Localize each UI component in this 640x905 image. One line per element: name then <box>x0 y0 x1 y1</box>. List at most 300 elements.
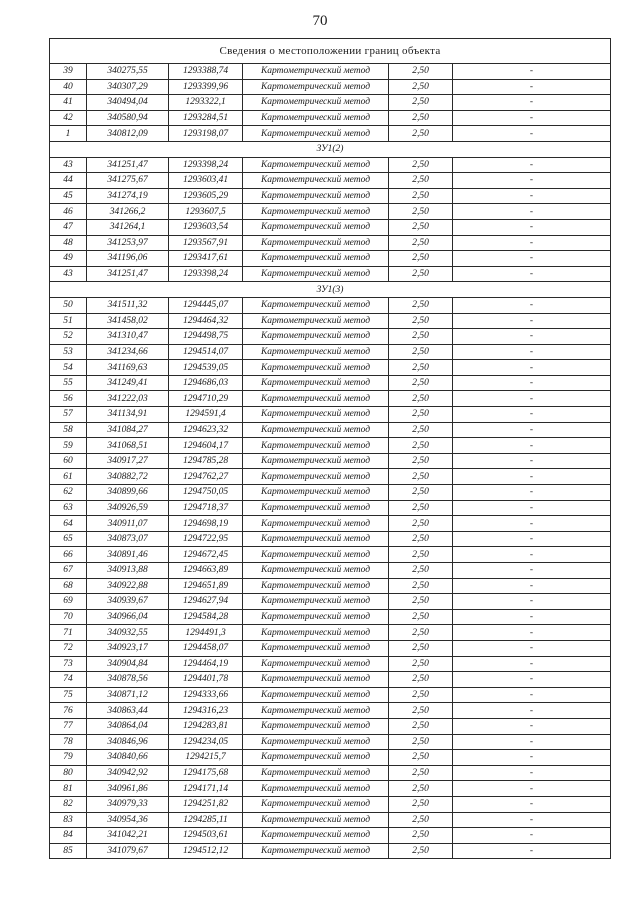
description-cell: - <box>453 95 611 111</box>
y-coordinate-cell: 1293398,24 <box>169 266 243 282</box>
point-number-cell: 56 <box>50 391 87 407</box>
x-coordinate-cell: 340275,55 <box>87 64 169 80</box>
description-cell: - <box>453 734 611 750</box>
method-cell: Картометрический метод <box>243 110 389 126</box>
section-label-row <box>50 141 611 157</box>
x-coordinate-cell: 341169,63 <box>87 360 169 376</box>
table-title: Сведения о местоположении границ объекта <box>50 39 611 64</box>
description-cell: - <box>453 765 611 781</box>
x-coordinate-cell: 341274,19 <box>87 188 169 204</box>
accuracy-cell: 2,50 <box>389 266 453 282</box>
method-cell: Картометрический метод <box>243 313 389 329</box>
table-row <box>50 781 611 797</box>
point-number-cell: 46 <box>50 204 87 220</box>
x-coordinate-cell: 340812,09 <box>87 126 169 142</box>
method-cell: Картометрический метод <box>243 750 389 766</box>
method-cell: Картометрический метод <box>243 188 389 204</box>
method-cell: Картометрический метод <box>243 547 389 563</box>
point-number-cell: 80 <box>50 765 87 781</box>
x-coordinate-cell: 340966,04 <box>87 609 169 625</box>
method-cell: Картометрический метод <box>243 500 389 516</box>
table-row <box>50 110 611 126</box>
y-coordinate-cell: 1294651,89 <box>169 578 243 594</box>
method-cell: Картометрический метод <box>243 625 389 641</box>
x-coordinate-cell: 341266,2 <box>87 204 169 220</box>
x-coordinate-cell: 340923,17 <box>87 640 169 656</box>
y-coordinate-cell: 1294584,28 <box>169 609 243 625</box>
x-coordinate-cell: 340840,66 <box>87 750 169 766</box>
table-row <box>50 594 611 610</box>
x-coordinate-cell: 341079,67 <box>87 843 169 859</box>
description-cell: - <box>453 375 611 391</box>
description-cell: - <box>453 126 611 142</box>
table-row <box>50 750 611 766</box>
y-coordinate-cell: 1293603,54 <box>169 219 243 235</box>
point-number-cell: 68 <box>50 578 87 594</box>
description-cell: - <box>453 485 611 501</box>
y-coordinate-cell: 1294623,32 <box>169 422 243 438</box>
accuracy-cell: 2,50 <box>389 344 453 360</box>
method-cell: Картометрический метод <box>243 812 389 828</box>
y-coordinate-cell: 1294785,28 <box>169 453 243 469</box>
y-coordinate-cell: 1293388,74 <box>169 64 243 80</box>
method-cell: Картометрический метод <box>243 609 389 625</box>
point-number-cell: 73 <box>50 656 87 672</box>
method-cell: Картометрический метод <box>243 656 389 672</box>
point-number-cell: 60 <box>50 453 87 469</box>
method-cell: Картометрический метод <box>243 516 389 532</box>
point-number-cell: 64 <box>50 516 87 532</box>
accuracy-cell: 2,50 <box>389 110 453 126</box>
y-coordinate-cell: 1294514,07 <box>169 344 243 360</box>
method-cell: Картометрический метод <box>243 64 389 80</box>
y-coordinate-cell: 1294710,29 <box>169 391 243 407</box>
method-cell: Картометрический метод <box>243 235 389 251</box>
accuracy-cell: 2,50 <box>389 687 453 703</box>
table-row <box>50 173 611 189</box>
table-row <box>50 188 611 204</box>
table-title-row <box>50 39 611 64</box>
accuracy-cell: 2,50 <box>389 453 453 469</box>
description-cell: - <box>453 750 611 766</box>
accuracy-cell: 2,50 <box>389 843 453 859</box>
point-number-cell: 50 <box>50 297 87 313</box>
description-cell: - <box>453 718 611 734</box>
table-row <box>50 656 611 672</box>
accuracy-cell: 2,50 <box>389 251 453 267</box>
point-number-cell: 63 <box>50 500 87 516</box>
table-row <box>50 718 611 734</box>
method-cell: Картометрический метод <box>243 251 389 267</box>
accuracy-cell: 2,50 <box>389 79 453 95</box>
x-coordinate-cell: 341134,91 <box>87 407 169 423</box>
method-cell: Картометрический метод <box>243 734 389 750</box>
point-number-cell: 72 <box>50 640 87 656</box>
table-row <box>50 547 611 563</box>
y-coordinate-cell: 1294464,32 <box>169 313 243 329</box>
table-row <box>50 95 611 111</box>
y-coordinate-cell: 1294503,61 <box>169 828 243 844</box>
description-cell: - <box>453 438 611 454</box>
description-cell: - <box>453 812 611 828</box>
method-cell: Картометрический метод <box>243 765 389 781</box>
y-coordinate-cell: 1294698,19 <box>169 516 243 532</box>
y-coordinate-cell: 1294750,05 <box>169 485 243 501</box>
x-coordinate-cell: 341249,41 <box>87 375 169 391</box>
method-cell: Картометрический метод <box>243 329 389 345</box>
point-number-cell: 69 <box>50 594 87 610</box>
description-cell: - <box>453 796 611 812</box>
x-coordinate-cell: 341275,67 <box>87 173 169 189</box>
point-number-cell: 54 <box>50 360 87 376</box>
x-coordinate-cell: 341196,06 <box>87 251 169 267</box>
description-cell: - <box>453 329 611 345</box>
table-row <box>50 828 611 844</box>
x-coordinate-cell: 340871,12 <box>87 687 169 703</box>
x-coordinate-cell: 340926,59 <box>87 500 169 516</box>
table-row <box>50 219 611 235</box>
y-coordinate-cell: 1293417,61 <box>169 251 243 267</box>
y-coordinate-cell: 1293399,96 <box>169 79 243 95</box>
y-coordinate-cell: 1294627,94 <box>169 594 243 610</box>
description-cell: - <box>453 828 611 844</box>
y-coordinate-cell: 1294316,23 <box>169 703 243 719</box>
point-number-cell: 49 <box>50 251 87 267</box>
description-cell: - <box>453 157 611 173</box>
point-number-cell: 70 <box>50 609 87 625</box>
table-row <box>50 438 611 454</box>
method-cell: Картометрический метод <box>243 485 389 501</box>
point-number-cell: 55 <box>50 375 87 391</box>
point-number-cell: 43 <box>50 157 87 173</box>
table-row <box>50 531 611 547</box>
x-coordinate-cell: 340942,92 <box>87 765 169 781</box>
accuracy-cell: 2,50 <box>389 703 453 719</box>
x-coordinate-cell: 340979,33 <box>87 796 169 812</box>
y-coordinate-cell: 1294722,95 <box>169 531 243 547</box>
method-cell: Картометрический метод <box>243 531 389 547</box>
description-cell: - <box>453 594 611 610</box>
table-row <box>50 313 611 329</box>
description-cell: - <box>453 219 611 235</box>
accuracy-cell: 2,50 <box>389 313 453 329</box>
x-coordinate-cell: 340864,04 <box>87 718 169 734</box>
description-cell: - <box>453 251 611 267</box>
table-row <box>50 266 611 282</box>
accuracy-cell: 2,50 <box>389 734 453 750</box>
method-cell: Картометрический метод <box>243 796 389 812</box>
point-number-cell: 39 <box>50 64 87 80</box>
y-coordinate-cell: 1294333,66 <box>169 687 243 703</box>
point-number-cell: 51 <box>50 313 87 329</box>
point-number-cell: 71 <box>50 625 87 641</box>
point-number-cell: 74 <box>50 672 87 688</box>
method-cell: Картометрический метод <box>243 95 389 111</box>
point-number-cell: 59 <box>50 438 87 454</box>
method-cell: Картометрический метод <box>243 173 389 189</box>
table-row <box>50 204 611 220</box>
accuracy-cell: 2,50 <box>389 578 453 594</box>
description-cell: - <box>453 781 611 797</box>
x-coordinate-cell: 340899,66 <box>87 485 169 501</box>
x-coordinate-cell: 340494,04 <box>87 95 169 111</box>
point-number-cell: 44 <box>50 173 87 189</box>
x-coordinate-cell: 341251,47 <box>87 157 169 173</box>
point-number-cell: 81 <box>50 781 87 797</box>
table-row <box>50 344 611 360</box>
y-coordinate-cell: 1294445,07 <box>169 297 243 313</box>
accuracy-cell: 2,50 <box>389 173 453 189</box>
y-coordinate-cell: 1294604,17 <box>169 438 243 454</box>
table-row <box>50 672 611 688</box>
x-coordinate-cell: 340961,86 <box>87 781 169 797</box>
description-cell: - <box>453 687 611 703</box>
x-coordinate-cell: 341222,03 <box>87 391 169 407</box>
point-number-cell: 42 <box>50 110 87 126</box>
method-cell: Картометрический метод <box>243 438 389 454</box>
method-cell: Картометрический метод <box>243 594 389 610</box>
accuracy-cell: 2,50 <box>389 297 453 313</box>
description-cell: - <box>453 609 611 625</box>
method-cell: Картометрический метод <box>243 453 389 469</box>
table-row <box>50 375 611 391</box>
point-number-cell: 47 <box>50 219 87 235</box>
accuracy-cell: 2,50 <box>389 126 453 142</box>
accuracy-cell: 2,50 <box>389 219 453 235</box>
section-label: ЗУ1(2) <box>50 141 611 157</box>
y-coordinate-cell: 1294686,03 <box>169 375 243 391</box>
description-cell: - <box>453 469 611 485</box>
y-coordinate-cell: 1294464,19 <box>169 656 243 672</box>
point-number-cell: 62 <box>50 485 87 501</box>
description-cell: - <box>453 625 611 641</box>
y-coordinate-cell: 1294663,89 <box>169 563 243 579</box>
y-coordinate-cell: 1294283,81 <box>169 718 243 734</box>
x-coordinate-cell: 341253,97 <box>87 235 169 251</box>
accuracy-cell: 2,50 <box>389 563 453 579</box>
method-cell: Картометрический метод <box>243 126 389 142</box>
section-label-row <box>50 282 611 298</box>
description-cell: - <box>453 640 611 656</box>
y-coordinate-cell: 1294762,27 <box>169 469 243 485</box>
table-row <box>50 329 611 345</box>
x-coordinate-cell: 341264,1 <box>87 219 169 235</box>
description-cell: - <box>453 344 611 360</box>
table-row <box>50 609 611 625</box>
x-coordinate-cell: 340873,07 <box>87 531 169 547</box>
accuracy-cell: 2,50 <box>389 407 453 423</box>
method-cell: Картометрический метод <box>243 781 389 797</box>
y-coordinate-cell: 1293398,24 <box>169 157 243 173</box>
accuracy-cell: 2,50 <box>389 656 453 672</box>
accuracy-cell: 2,50 <box>389 765 453 781</box>
table-row <box>50 79 611 95</box>
accuracy-cell: 2,50 <box>389 750 453 766</box>
table-row <box>50 64 611 80</box>
table-row <box>50 453 611 469</box>
method-cell: Картометрический метод <box>243 843 389 859</box>
table-row <box>50 687 611 703</box>
y-coordinate-cell: 1293603,41 <box>169 173 243 189</box>
method-cell: Картометрический метод <box>243 297 389 313</box>
accuracy-cell: 2,50 <box>389 718 453 734</box>
point-number-cell: 84 <box>50 828 87 844</box>
table-row <box>50 703 611 719</box>
table-row <box>50 625 611 641</box>
accuracy-cell: 2,50 <box>389 64 453 80</box>
y-coordinate-cell: 1294175,68 <box>169 765 243 781</box>
method-cell: Картометрический метод <box>243 422 389 438</box>
method-cell: Картометрический метод <box>243 469 389 485</box>
point-number-cell: 1 <box>50 126 87 142</box>
x-coordinate-cell: 340580,94 <box>87 110 169 126</box>
x-coordinate-cell: 341234,66 <box>87 344 169 360</box>
y-coordinate-cell: 1294458,07 <box>169 640 243 656</box>
point-number-cell: 57 <box>50 407 87 423</box>
accuracy-cell: 2,50 <box>389 235 453 251</box>
method-cell: Картометрический метод <box>243 375 389 391</box>
description-cell: - <box>453 173 611 189</box>
point-number-cell: 78 <box>50 734 87 750</box>
x-coordinate-cell: 341084,27 <box>87 422 169 438</box>
x-coordinate-cell: 341511,32 <box>87 297 169 313</box>
method-cell: Картометрический метод <box>243 266 389 282</box>
table-row <box>50 251 611 267</box>
accuracy-cell: 2,50 <box>389 500 453 516</box>
point-number-cell: 41 <box>50 95 87 111</box>
accuracy-cell: 2,50 <box>389 329 453 345</box>
point-number-cell: 58 <box>50 422 87 438</box>
description-cell: - <box>453 531 611 547</box>
x-coordinate-cell: 340954,36 <box>87 812 169 828</box>
description-cell: - <box>453 843 611 859</box>
x-coordinate-cell: 340307,29 <box>87 79 169 95</box>
description-cell: - <box>453 391 611 407</box>
table-row <box>50 469 611 485</box>
method-cell: Картометрический метод <box>243 157 389 173</box>
accuracy-cell: 2,50 <box>389 375 453 391</box>
accuracy-cell: 2,50 <box>389 781 453 797</box>
point-number-cell: 61 <box>50 469 87 485</box>
y-coordinate-cell: 1293198,07 <box>169 126 243 142</box>
method-cell: Картометрический метод <box>243 687 389 703</box>
accuracy-cell: 2,50 <box>389 438 453 454</box>
description-cell: - <box>453 578 611 594</box>
x-coordinate-cell: 340891,46 <box>87 547 169 563</box>
x-coordinate-cell: 341042,21 <box>87 828 169 844</box>
accuracy-cell: 2,50 <box>389 360 453 376</box>
y-coordinate-cell: 1294215,7 <box>169 750 243 766</box>
description-cell: - <box>453 563 611 579</box>
table-row <box>50 640 611 656</box>
table-row <box>50 563 611 579</box>
method-cell: Картометрический метод <box>243 79 389 95</box>
x-coordinate-cell: 340882,72 <box>87 469 169 485</box>
accuracy-cell: 2,50 <box>389 422 453 438</box>
table-row <box>50 297 611 313</box>
y-coordinate-cell: 1294401,78 <box>169 672 243 688</box>
description-cell: - <box>453 204 611 220</box>
accuracy-cell: 2,50 <box>389 796 453 812</box>
description-cell: - <box>453 407 611 423</box>
y-coordinate-cell: 1294285,11 <box>169 812 243 828</box>
accuracy-cell: 2,50 <box>389 672 453 688</box>
method-cell: Картометрический метод <box>243 219 389 235</box>
point-number-cell: 48 <box>50 235 87 251</box>
method-cell: Картометрический метод <box>243 672 389 688</box>
x-coordinate-cell: 340932,55 <box>87 625 169 641</box>
x-coordinate-cell: 340878,56 <box>87 672 169 688</box>
table-row <box>50 126 611 142</box>
boundary-coordinates-table <box>49 38 611 859</box>
y-coordinate-cell: 1294234,05 <box>169 734 243 750</box>
point-number-cell: 53 <box>50 344 87 360</box>
accuracy-cell: 2,50 <box>389 95 453 111</box>
y-coordinate-cell: 1293284,51 <box>169 110 243 126</box>
point-number-cell: 85 <box>50 843 87 859</box>
description-cell: - <box>453 360 611 376</box>
table-row <box>50 796 611 812</box>
x-coordinate-cell: 340913,88 <box>87 563 169 579</box>
accuracy-cell: 2,50 <box>389 204 453 220</box>
accuracy-cell: 2,50 <box>389 812 453 828</box>
x-coordinate-cell: 340917,27 <box>87 453 169 469</box>
point-number-cell: 52 <box>50 329 87 345</box>
y-coordinate-cell: 1294491,3 <box>169 625 243 641</box>
accuracy-cell: 2,50 <box>389 828 453 844</box>
x-coordinate-cell: 340922,88 <box>87 578 169 594</box>
point-number-cell: 40 <box>50 79 87 95</box>
table-row <box>50 765 611 781</box>
y-coordinate-cell: 1293322,1 <box>169 95 243 111</box>
description-cell: - <box>453 453 611 469</box>
x-coordinate-cell: 341251,47 <box>87 266 169 282</box>
x-coordinate-cell: 341310,47 <box>87 329 169 345</box>
point-number-cell: 77 <box>50 718 87 734</box>
x-coordinate-cell: 340911,07 <box>87 516 169 532</box>
table-row <box>50 734 611 750</box>
description-cell: - <box>453 703 611 719</box>
accuracy-cell: 2,50 <box>389 594 453 610</box>
table-row <box>50 235 611 251</box>
description-cell: - <box>453 516 611 532</box>
method-cell: Картометрический метод <box>243 204 389 220</box>
accuracy-cell: 2,50 <box>389 391 453 407</box>
description-cell: - <box>453 313 611 329</box>
method-cell: Картометрический метод <box>243 391 389 407</box>
table-row <box>50 500 611 516</box>
point-number-cell: 67 <box>50 563 87 579</box>
accuracy-cell: 2,50 <box>389 609 453 625</box>
accuracy-cell: 2,50 <box>389 640 453 656</box>
table-row <box>50 391 611 407</box>
accuracy-cell: 2,50 <box>389 531 453 547</box>
table-row <box>50 516 611 532</box>
y-coordinate-cell: 1294672,45 <box>169 547 243 563</box>
y-coordinate-cell: 1294539,05 <box>169 360 243 376</box>
table-row <box>50 843 611 859</box>
accuracy-cell: 2,50 <box>389 485 453 501</box>
y-coordinate-cell: 1294718,37 <box>169 500 243 516</box>
point-number-cell: 79 <box>50 750 87 766</box>
point-number-cell: 75 <box>50 687 87 703</box>
description-cell: - <box>453 656 611 672</box>
description-cell: - <box>453 422 611 438</box>
point-number-cell: 66 <box>50 547 87 563</box>
description-cell: - <box>453 672 611 688</box>
method-cell: Картометрический метод <box>243 578 389 594</box>
method-cell: Картометрический метод <box>243 828 389 844</box>
